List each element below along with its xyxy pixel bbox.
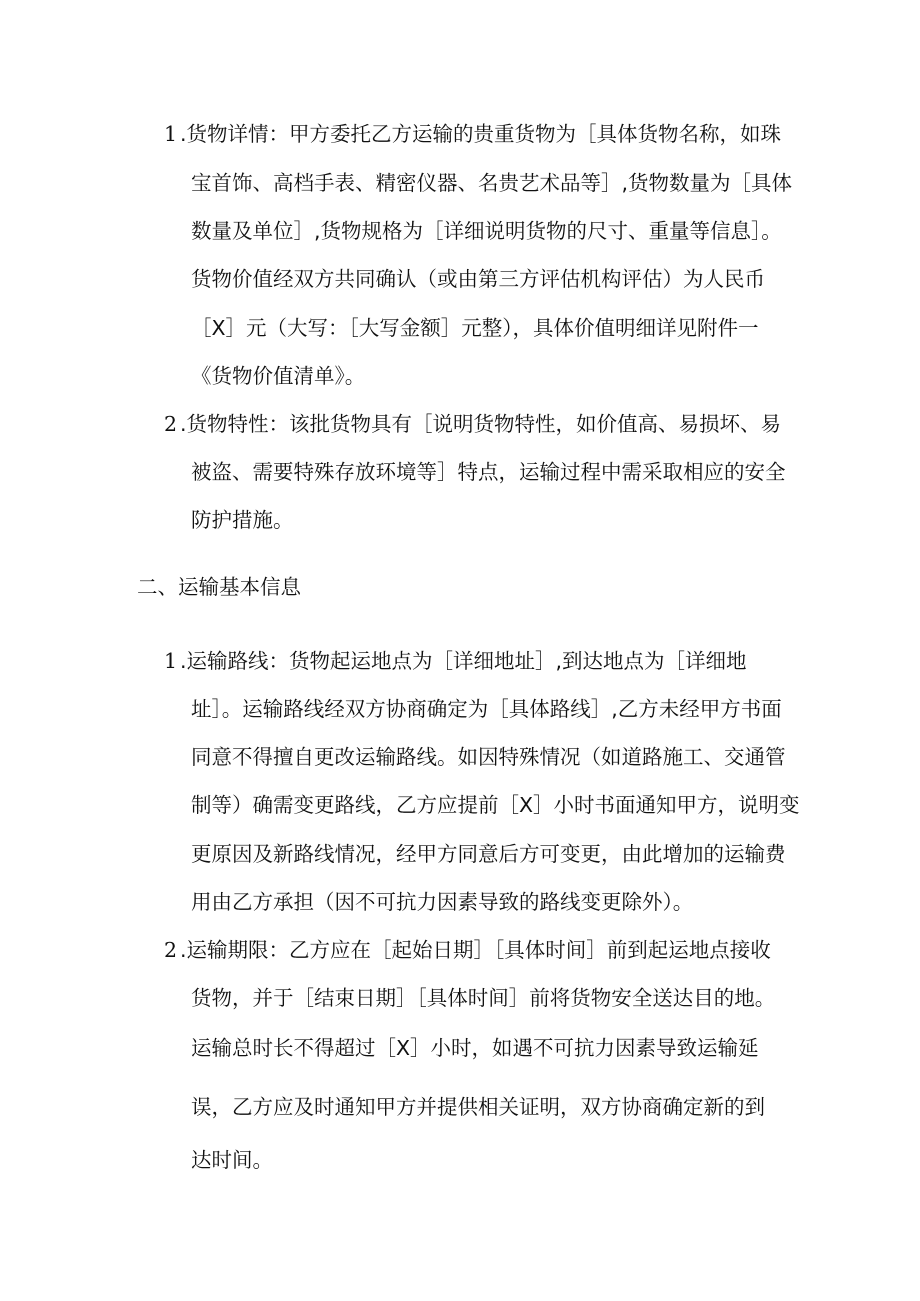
- item-number: 1: [164, 122, 178, 146]
- paragraph-line: 达时间。: [191, 1148, 273, 1172]
- paragraph-line: 运输总时长不得超过［X］小时，如遇不可抗力因素导致运输延: [191, 1036, 759, 1060]
- paragraph-line: 被盗、需要特殊存放环境等］特点，运输过程中需采取相应的安全: [191, 460, 786, 484]
- item-number: 2: [164, 412, 178, 436]
- paragraph-line: 防护措施。: [191, 508, 294, 532]
- paragraph-line: 货物，并于［结束日期］［具体时间］前将货物安全送达目的地。: [191, 986, 776, 1010]
- paragraph-line: .货物详情：甲方委托乙方运输的贵重货物为［具体货物名称，如珠: [180, 122, 782, 146]
- paragraph-line: 《货物价值清单》。: [191, 364, 366, 388]
- paragraph-line: .货物特性：该批货物具有［说明货物特性，如价值高、易损坏、易: [180, 412, 782, 436]
- paragraph-line: 址］。运输路线经双方协商确定为［具体路线］,乙方未经甲方书面: [191, 697, 782, 721]
- paragraph-line: 制等）确需变更路线，乙方应提前［X］小时书面通知甲方，说明变: [191, 793, 800, 817]
- paragraph-line: 数量及单位］,货物规格为［详细说明货物的尺寸、重量等信息］。: [191, 219, 782, 243]
- paragraph-line: .运输期限：乙方应在［起始日期］［具体时间］前到起运地点接收: [180, 938, 771, 962]
- paragraph-line: ［X］元（大写：［大写金额］元整），具体价值明细详见附件一: [191, 316, 759, 340]
- section-heading: 二、运输基本信息: [137, 575, 301, 599]
- item-number: 1: [164, 649, 178, 673]
- paragraph-line: .运输路线：货物起运地点为［详细地址］,到达地点为［详细地: [180, 649, 747, 673]
- paragraph-line: 误，乙方应及时通知甲方并提供相关证明，双方协商确定新的到: [191, 1095, 765, 1119]
- paragraph-line: 货物价值经双方共同确认（或由第三方评估机构评估）为人民币: [191, 267, 765, 291]
- paragraph-line: 宝首饰、高档手表、精密仪器、名贵艺术品等］,货物数量为［具体: [191, 171, 793, 195]
- paragraph-line: 同意不得擅自更改运输路线。如因特殊情况（如道路施工、交通管: [191, 745, 786, 769]
- item-number: 2: [164, 938, 178, 962]
- paragraph-line: 用由乙方承担（因不可抗力因素导致的路线变更除外）。: [191, 890, 694, 914]
- paragraph-line: 更原因及新路线情况，经甲方同意后方可变更，由此增加的运输费: [191, 842, 786, 866]
